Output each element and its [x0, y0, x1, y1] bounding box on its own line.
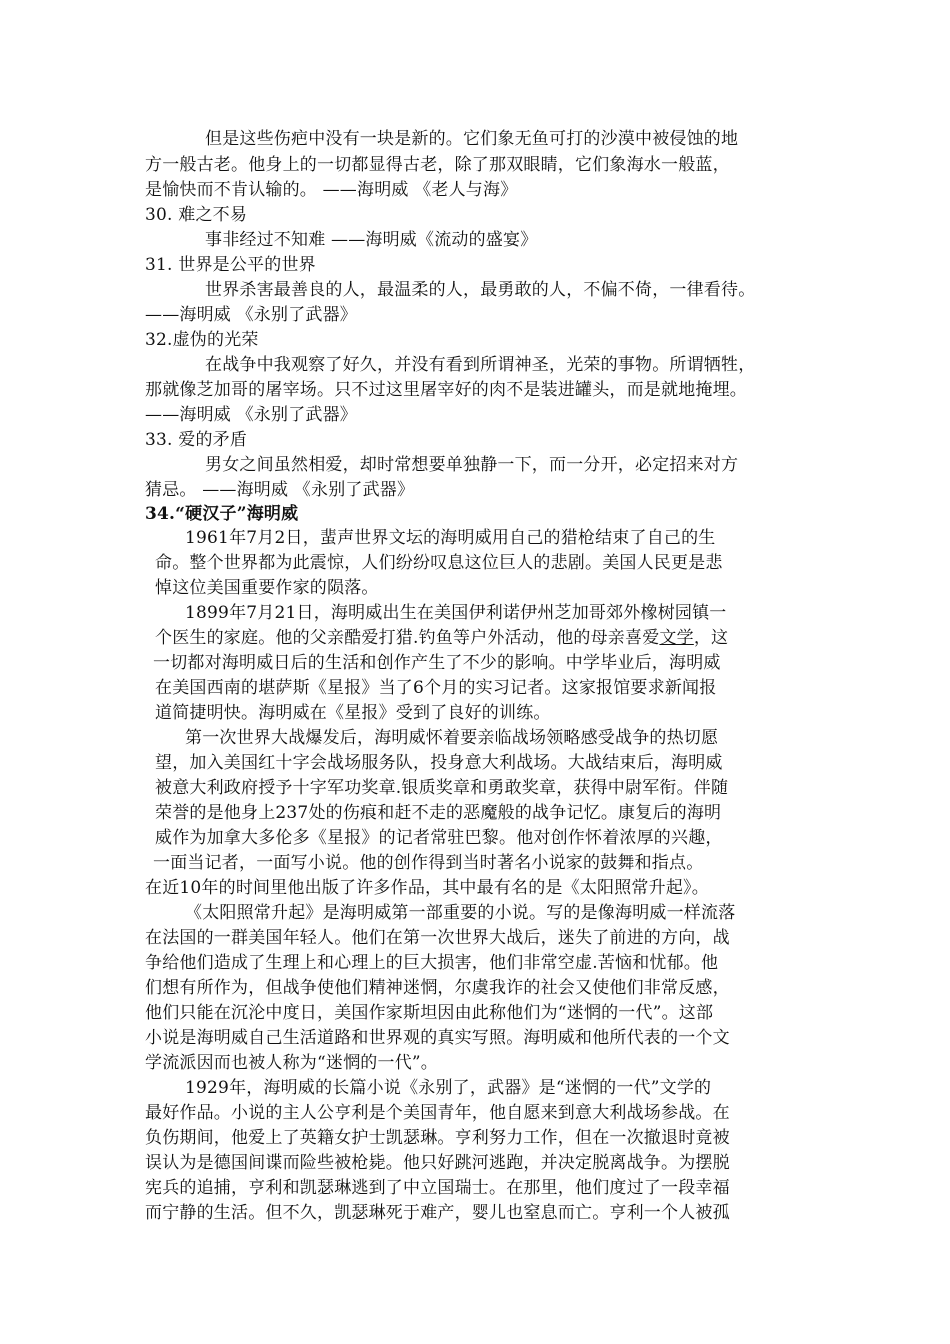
text-line: 负伤期间，他爱上了英籍女护士凯瑟琳。亨利努力工作，但在一次撤退时竟被: [145, 1128, 730, 1148]
text-line: 方一般古老。他身上的一切都显得古老，除了那双眼睛，它们象海水一般蓝，: [145, 155, 730, 175]
text-line: 1899年7月21日，海明威出生在美国伊利诺伊州芝加哥郊外橡树园镇一: [185, 603, 727, 623]
text-line: 他们只能在沉沦中度日，美国作家斯坦因由此称他们为“迷惘的一代”。这部: [145, 1003, 714, 1023]
text-line: 事非经过不知难 ——海明威《流动的盛宴》: [205, 230, 538, 250]
text-segment: ，这: [693, 628, 729, 648]
text-line: 被意大利政府授予十字军功奖章.银质奖章和勇敢奖章，获得中尉军衔。伴随: [155, 778, 729, 798]
text-line: 在近10年的时间里他出版了许多作品，其中最有名的是《太阳照常升起》。: [145, 878, 709, 898]
text-line: 在战争中我观察了好久，并没有看到所谓神圣，光荣的事物。所谓牺牲，: [205, 355, 756, 375]
text-line: 荣誉的是他身上237处的伤痕和赶不走的恶魔般的战争记忆。康复后的海明: [155, 803, 722, 823]
text-line: 在法国的一群美国年轻人。他们在第一次世界大战后，迷失了前进的方向，战: [145, 928, 730, 948]
text-segment: 个医生的家庭。他的父亲酷爱打猎.钓鱼等户外活动，他的母亲喜爱: [155, 628, 660, 648]
text-line: 猜忌。 ——海明威 《永别了武器》: [145, 480, 415, 500]
section-heading: 30. 难之不易: [145, 205, 248, 225]
text-line: 在美国西南的堪萨斯《星报》当了6个月的实习记者。这家报馆要求新闻报: [155, 678, 717, 698]
text-line: 宪兵的追捕，亨利和凯瑟琳逃到了中立国瑞士。在那里，他们度过了一段幸福: [145, 1178, 730, 1198]
literature-link[interactable]: 文学: [659, 628, 694, 648]
text-line: 1929年，海明威的长篇小说《永别了，武器》是“迷惘的一代”文学的: [185, 1078, 712, 1098]
text-line: 世界杀害最善良的人，最温柔的人，最勇敢的人，不偏不倚，一律看待。: [205, 280, 756, 300]
text-line: 而宁静的生活。但不久，凯瑟琳死于难产，婴儿也窒息而亡。亨利一个人被孤: [145, 1203, 730, 1223]
text-line: ——海明威 《永别了武器》: [145, 405, 358, 425]
text-line: 但是这些伤疤中没有一块是新的。它们象无鱼可打的沙漠中被侵蚀的地: [205, 129, 739, 149]
section-heading: 33. 爱的矛盾: [145, 430, 248, 450]
section-heading: 32.虚伪的光荣: [145, 330, 259, 350]
text-line: 一切都对海明威日后的生活和创作产生了不少的影响。中学毕业后，海明威: [153, 653, 721, 673]
text-line: 是愉快而不肯认输的。 ——海明威 《老人与海》: [145, 180, 518, 200]
section-heading: 34.“硬汉子”海明威: [145, 504, 299, 524]
text-line: 学流派因而也被人称为“迷惘的一代”。: [145, 1053, 438, 1073]
text-line: 命。整个世界都为此震惊，人们纷纷叹息这位巨人的悲剧。美国人民更是悲: [155, 553, 723, 573]
text-line: 男女之间虽然相爱，却时常想要单独静一下，而一分开，必定招来对方: [205, 455, 739, 475]
section-heading: 31. 世界是公平的世界: [145, 255, 316, 275]
text-line: ——海明威 《永别了武器》: [145, 305, 358, 325]
text-line: 望，加入美国红十字会战场服务队，投身意大利战场。大战结束后，海明威: [155, 753, 723, 773]
text-line: 第一次世界大战爆发后，海明威怀着要亲临战场领略感受战争的热切愿: [185, 728, 719, 748]
text-line: 1961年7月2日，蜚声世界文坛的海明威用自己的猎枪结束了自己的生: [185, 528, 716, 548]
text-line: 们想有所作为，但战争使他们精神迷惘，尔虞我诈的社会又使他们非常反感，: [145, 978, 730, 998]
text-line: 争给他们造成了生理上和心理上的巨大损害，他们非常空虚.苦恼和忧郁。他: [145, 953, 719, 973]
text-line: 道简捷明快。海明威在《星报》受到了良好的训练。: [155, 703, 551, 723]
text-line: 一面当记者，一面写小说。他的创作得到当时著名小说家的鼓舞和指点。: [153, 853, 704, 873]
text-line: 《太阳照常升起》是海明威第一部重要的小说。写的是像海明威一样流落: [185, 903, 736, 923]
text-line: 误认为是德国间谍而险些被枪毙。他只好跳河逃跑，并决定脱离战争。为摆脱: [145, 1153, 730, 1173]
text-line: 悼这位美国重要作家的陨落。: [155, 578, 379, 598]
text-line: 那就像芝加哥的屠宰场。只不过这里屠宰好的肉不是装进罐头，而是就地掩埋。: [145, 380, 747, 400]
text-line: 威作为加拿大多伦多《星报》的记者常驻巴黎。他对创作怀着浓厚的兴趣，: [155, 828, 723, 848]
text-line: 最好作品。小说的主人公亨利是个美国青年，他自愿来到意大利战场参战。在: [145, 1103, 730, 1123]
text-line: [155, 626, 728, 650]
text-line: 小说是海明威自己生活道路和世界观的真实写照。海明威和他所代表的一个文: [145, 1028, 730, 1048]
